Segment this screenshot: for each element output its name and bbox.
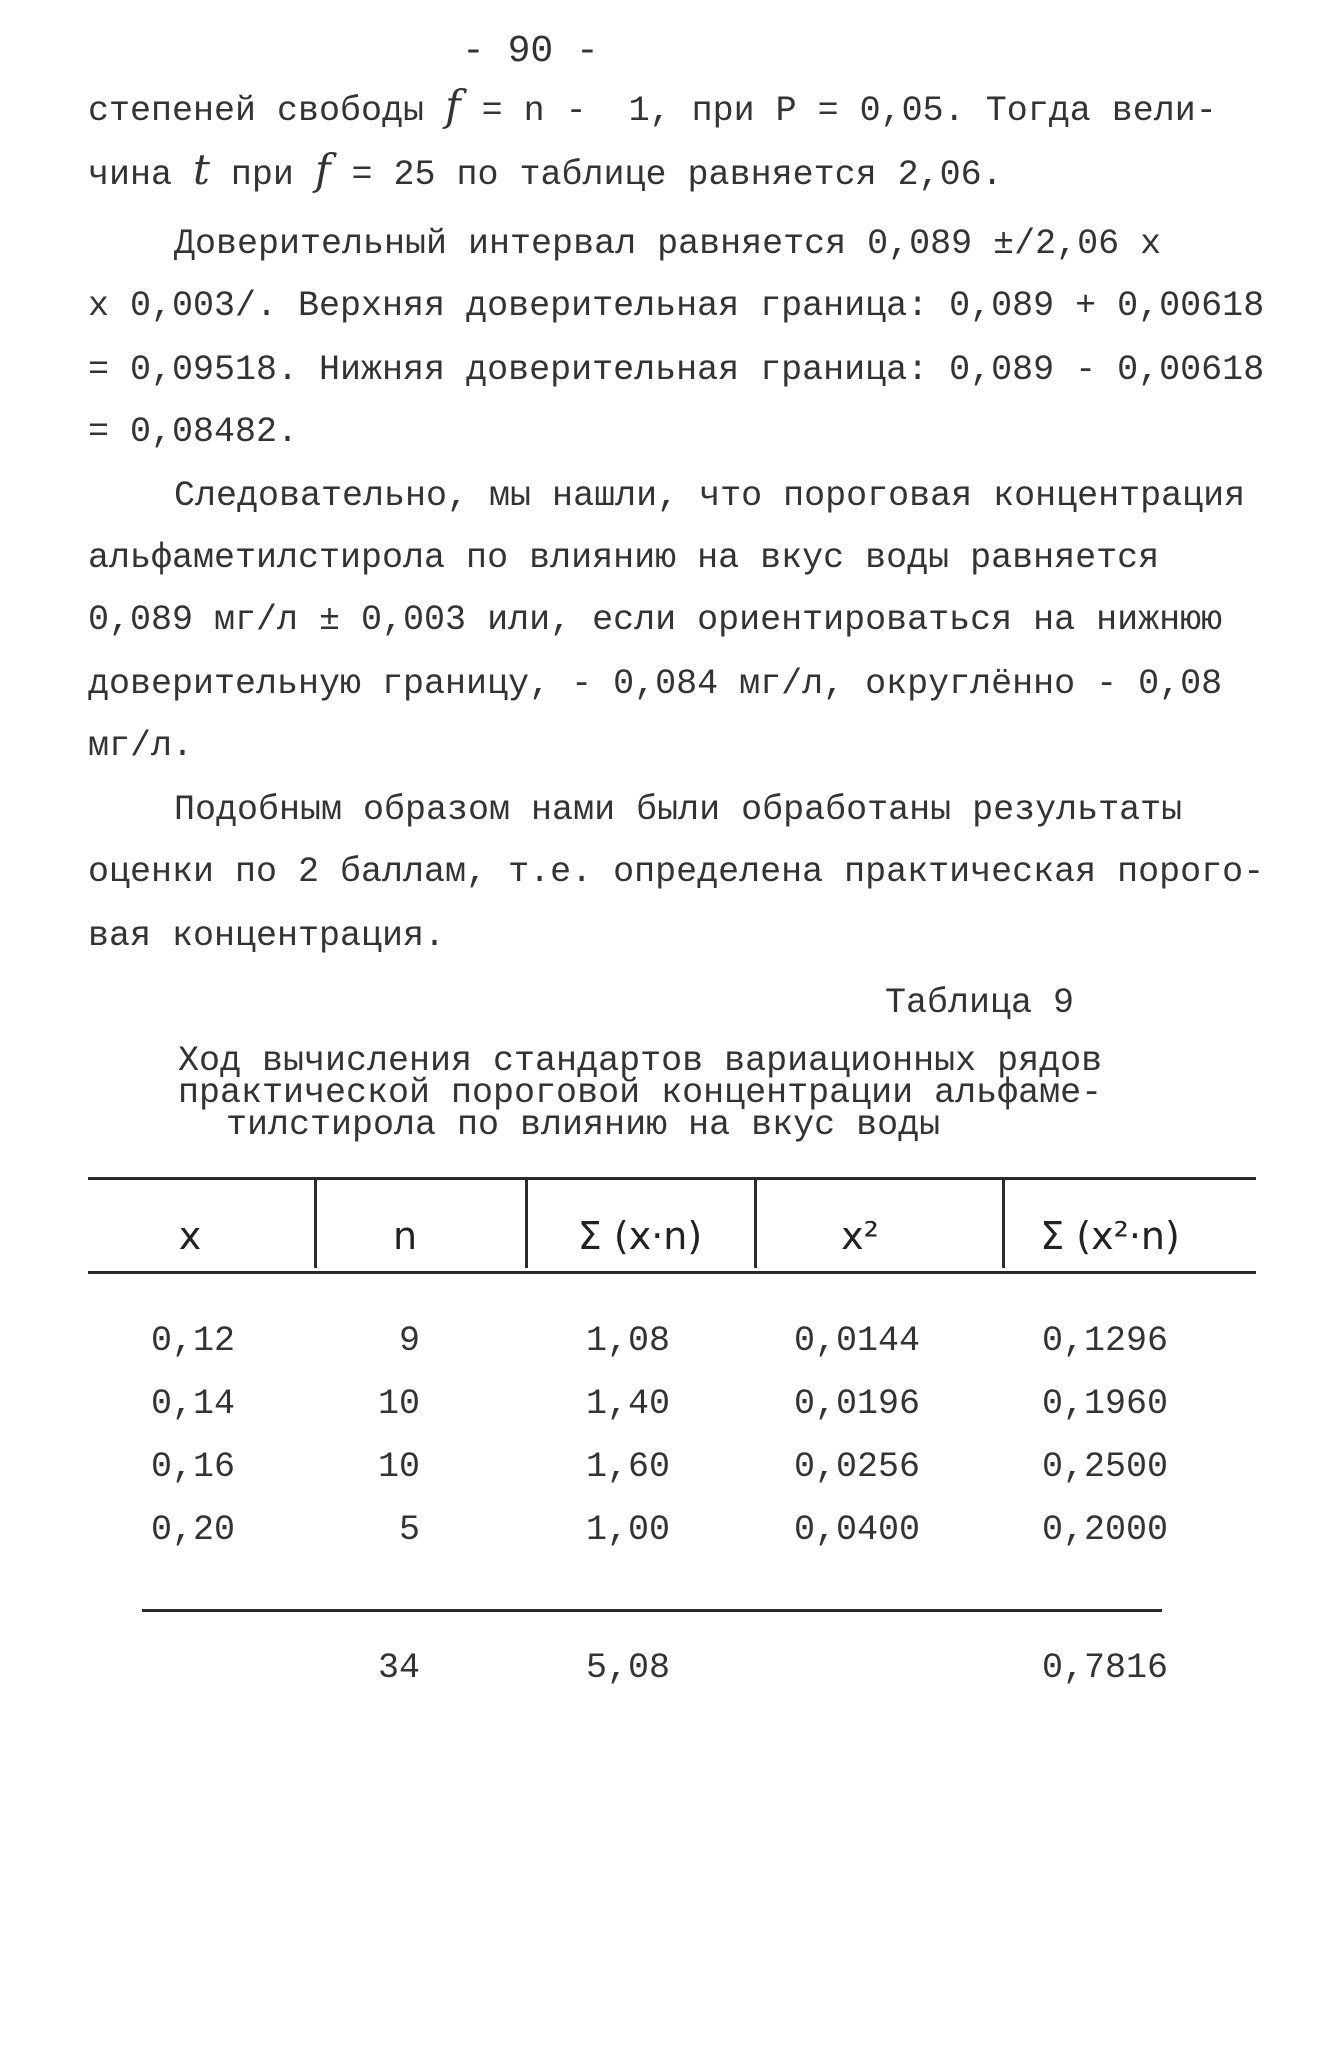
cell-sum-x2n: 0,1296 [1041,1321,1168,1361]
text-line-11: мг/л. [88,726,194,766]
cell-x: 0,16 [150,1447,235,1487]
cell-sum-xn: 1,40 [585,1384,670,1424]
cell-sum-xn: 1,60 [585,1447,670,1487]
column-divider [314,1180,317,1268]
cell-n: 5 [398,1510,420,1550]
text-line-1: степеней свободы f = n - 1, при P = 0,05. Тогда вели- [88,81,1217,131]
column-divider [754,1180,757,1268]
text-line-8: альфаметилстирола по влиянию на вкус воды равняется [88,538,1160,578]
text-line-9: 0,089 мг/л ± 0,003 или, если ориентироваться на нижнюю [88,600,1223,640]
text-line-4: x 0,003/. Верхняя доверительная граница: 0,089 + 0,00618 [88,286,1265,326]
text-line-2: чина t при f = 25 по таблице равняется 2,06. [88,145,1003,195]
text-line-3: Доверительный интервал равняется 0,089 ±/2,06 x [174,224,1162,264]
header-x-squared: x² [841,1214,879,1258]
text-line-7: Следовательно, мы нашли, что пороговая концентрация [174,476,1246,516]
table-label: Таблица 9 [885,983,1075,1023]
total-sum-x2n: 0,7816 [1041,1648,1168,1688]
cell-n: 10 [377,1384,420,1424]
caption-line-2: практической пороговой концентрации альфаме- [178,1073,1103,1113]
text-line-12: Подобным образом нами были обработаны результаты [174,790,1183,830]
header-sum-xn: Σ (x·n) [577,1214,703,1258]
cell-x-squared: 0,0256 [793,1447,920,1487]
header-x: x [178,1214,202,1258]
caption-line-1: Ход вычисления стандартов вариационных рядов [178,1041,1103,1081]
cell-sum-x2n: 0,2500 [1041,1447,1168,1487]
cell-sum-xn: 1,08 [585,1321,670,1361]
text-line-14: вая концентрация. [88,916,446,956]
text-line-6: = 0,08482. [88,412,299,452]
caption-line-3: тилстирола по влиянию на вкус воды [226,1105,941,1145]
header-n: n [392,1214,418,1258]
cell-sum-x2n: 0,1960 [1041,1384,1168,1424]
table-top-rule [88,1177,1256,1180]
text-line-13: оценки по 2 баллам, т.е. определена практическая порого- [88,852,1265,892]
cell-n: 9 [398,1321,420,1361]
cell-x-squared: 0,0196 [793,1384,920,1424]
column-divider [525,1180,528,1268]
total-n: 34 [377,1648,420,1688]
cell-n: 10 [377,1447,420,1487]
total-sum-xn: 5,08 [585,1648,670,1688]
cell-x: 0,14 [150,1384,235,1424]
text-line-5: = 0,09518. Нижняя доверительная граница: 0,089 - 0,00618 [88,350,1265,390]
totals-rule [142,1609,1162,1612]
text-line-10: доверительную границу, - 0,084 мг/л, округлённо - 0,08 [88,664,1223,704]
page-number: - 90 - [462,30,599,73]
cell-x: 0,12 [150,1321,235,1361]
cell-x: 0,20 [150,1510,235,1550]
cell-sum-x2n: 0,2000 [1041,1510,1168,1550]
column-divider [1002,1180,1005,1268]
table-header-rule [88,1271,1256,1274]
header-sum-x2n: Σ (x²·n) [1040,1214,1180,1258]
cell-x-squared: 0,0144 [793,1321,920,1361]
cell-x-squared: 0,0400 [793,1510,920,1550]
cell-sum-xn: 1,00 [585,1510,670,1550]
